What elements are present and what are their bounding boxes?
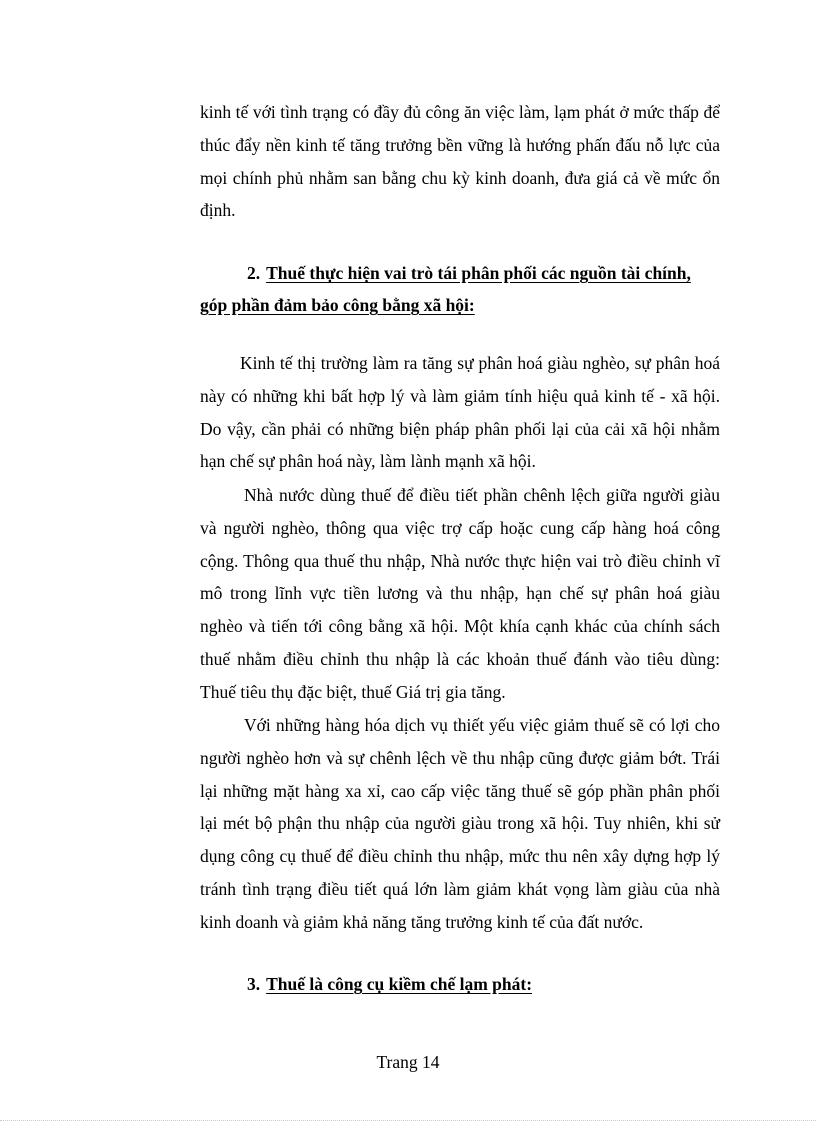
page-bottom-divider <box>0 1120 816 1121</box>
section-2-heading <box>247 257 691 290</box>
section-2-title-line-1: Thuế thực hiện vai trò tái phân phối các nguồn tài chính, <box>266 263 691 283</box>
section-2-number: 2. <box>247 263 261 283</box>
section-3-title: Thuế là công cụ kiềm chế lạm phát: <box>266 974 533 994</box>
section-3-heading <box>247 968 532 1001</box>
paragraph-market-inequality: Kinh tế thị trường làm ra tăng sự phân hoá giàu nghèo, sự phân hoá này có những khi bất hợp lý và làm giảm tính hiệu quả kinh tế - xã hội. Do vậy, cần phải có những biện pháp phân phối lại của cải xã hội nhằm hạn chế sự phân hoá này, làm lành mạnh xã hội. <box>200 353 720 472</box>
paragraph-state-tax-regulation: Nhà nước dùng thuế để điều tiết phần chênh lệch giữa người giàu và người nghèo, thông qua việc trợ cấp hoặc cung cấp hàng hoá công cộng. Thông qua thuế thu nhập, Nhà nước thực hiện vai trò điều chỉnh vĩ mô trong lĩnh vực tiền lương và thu nhập, hạn chế sự phân hoá giàu nghèo và tiến tới công bằng xã hội. Một khía cạnh khác của chính sách thuế nhằm điều chỉnh thu nhập là các khoản thuế đánh vào tiêu dùng: Thuế tiêu thụ đặc biệt, thuế Giá trị gia tăng. <box>200 485 720 702</box>
section-2-title-line-2: góp phần đảm bảo công bằng xã hội: <box>200 295 475 315</box>
paragraph-essential-goods: Với những hàng hóa dịch vụ thiết yếu việc giảm thuế sẽ có lợi cho người nghèo hơn và sự chênh lệch về thu nhập cũng được giảm bớt. Trái lại những mặt hàng xa xỉ, cao cấp việc tăng thuế sẽ góp phần phân phối lại mét bộ phận thu nhập của người giàu trong xã hội. Tuy nhiên, khi sử dụng công cụ thuế để điều chỉnh thu nhập, mức thu nên xây dựng hợp lý tránh tình trạng điều tiết quá lớn làm giảm khát vọng làm giàu của nhà kinh doanh và giảm khả năng tăng trưởng kinh tế của đất nước. <box>200 715 720 932</box>
paragraph-economic-stability: kinh tế với tình trạng có đầy đủ công ăn việc làm, lạm phát ở mức thấp để thúc đẩy nền kinh tế tăng trưởng bền vững là hướng phấn đấu nỗ lực của mọi chính phủ nhằm san bằng chu kỳ kinh doanh, đưa giá cả về mức ổn định. <box>200 102 720 221</box>
section-3-number: 3. <box>247 974 261 994</box>
section-2-heading-continuation <box>200 289 475 322</box>
page-number: Trang 14 <box>376 1052 440 1072</box>
